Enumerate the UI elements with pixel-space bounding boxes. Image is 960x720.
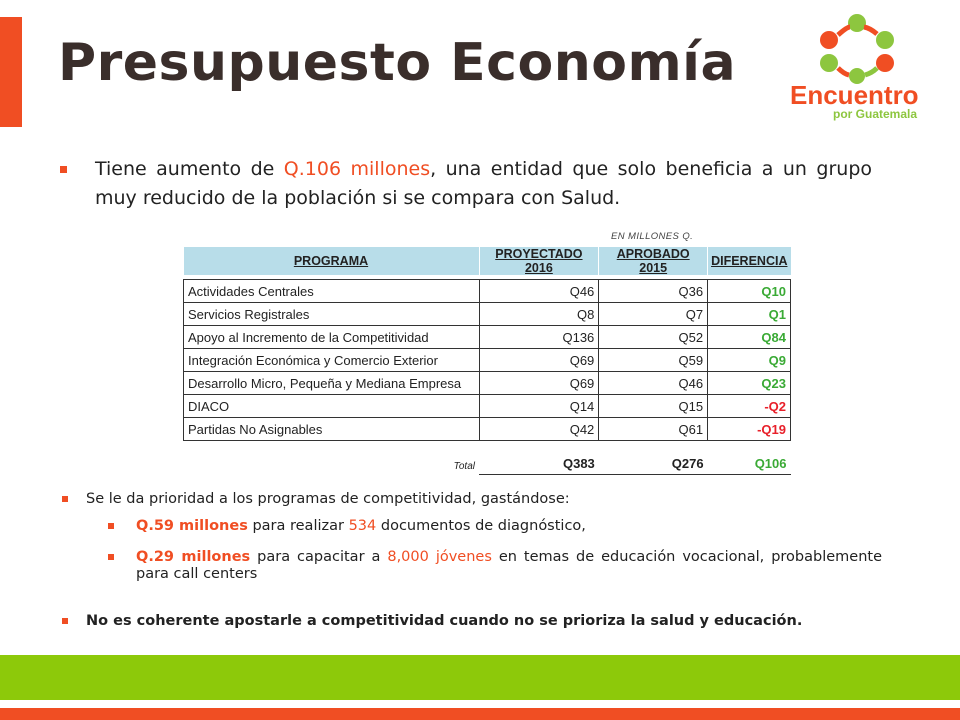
logo-subtitle: por Guatemala xyxy=(833,107,918,121)
total-proyectado: Q383 xyxy=(479,441,599,475)
logo-wordmark: Encuentro xyxy=(790,80,919,110)
bullet-square-icon xyxy=(62,496,68,502)
bullet-square-icon xyxy=(60,166,67,173)
table-row: Desarrollo Micro, Pequeña y Mediana Empresa Q69 Q46 Q23 xyxy=(184,372,791,395)
bullet-square-icon xyxy=(108,523,114,529)
intro-text: Tiene aumento de Q.106 millones, una entidad que solo beneficia a un grupo muy reducido de la población si se compara con Salud. xyxy=(95,158,872,209)
footer-green-band xyxy=(0,655,960,700)
table-header-row xyxy=(184,247,791,275)
header-diferencia: DIFERENCIA xyxy=(708,247,791,275)
sub-bullet-diagnostics: Q.59 millones para realizar 534 documentos de diagnóstico, xyxy=(108,518,882,535)
total-aprobado: Q276 xyxy=(599,441,708,475)
page-title: Presupuesto Economía xyxy=(58,33,737,93)
header-programa: PROGRAMA xyxy=(184,247,480,275)
title-accent-bar xyxy=(0,17,22,127)
footer-orange-band xyxy=(0,708,960,720)
sub-bullet-training: Q.29 millones para capacitar a 8,000 jóvenes en temas de educación vocacional, probablemente para call centers xyxy=(108,549,882,583)
total-label: Total xyxy=(453,460,475,472)
bullet-square-icon xyxy=(62,618,68,624)
bullet-square-icon xyxy=(108,554,114,560)
table-row: Partidas No Asignables Q42 Q61 -Q19 xyxy=(184,418,791,441)
table-row: DIACO Q14 Q15 -Q2 xyxy=(184,395,791,418)
table-row: Servicios Registrales Q8 Q7 Q1 xyxy=(184,303,791,326)
table-unit-note: EN MILLONES Q. xyxy=(611,231,694,242)
logo-circles-icon xyxy=(820,14,894,84)
table-row: Actividades Centrales Q46 Q36 Q10 xyxy=(184,280,791,303)
budget-table xyxy=(183,247,791,475)
table-row: Integración Económica y Comercio Exterior Q69 Q59 Q9 xyxy=(184,349,791,372)
table-row: Apoyo al Incremento de la Competitividad Q136 Q52 Q84 xyxy=(184,326,791,349)
header-proyectado: PROYECTADO 2016 xyxy=(479,247,599,275)
header-aprobado: APROBADO 2015 xyxy=(599,247,708,275)
intro-highlight: Q.106 millones xyxy=(283,158,431,180)
priority-bullet: Se le da prioridad a los programas de competitividad, gastándose: xyxy=(62,491,882,508)
total-diferencia: Q106 xyxy=(708,441,791,475)
intro-bullet xyxy=(60,155,872,213)
conclusion-bullet: No es coherente apostarle a competitividad cuando no se prioriza la salud y educación. xyxy=(62,613,882,630)
table-total-row xyxy=(184,441,791,475)
